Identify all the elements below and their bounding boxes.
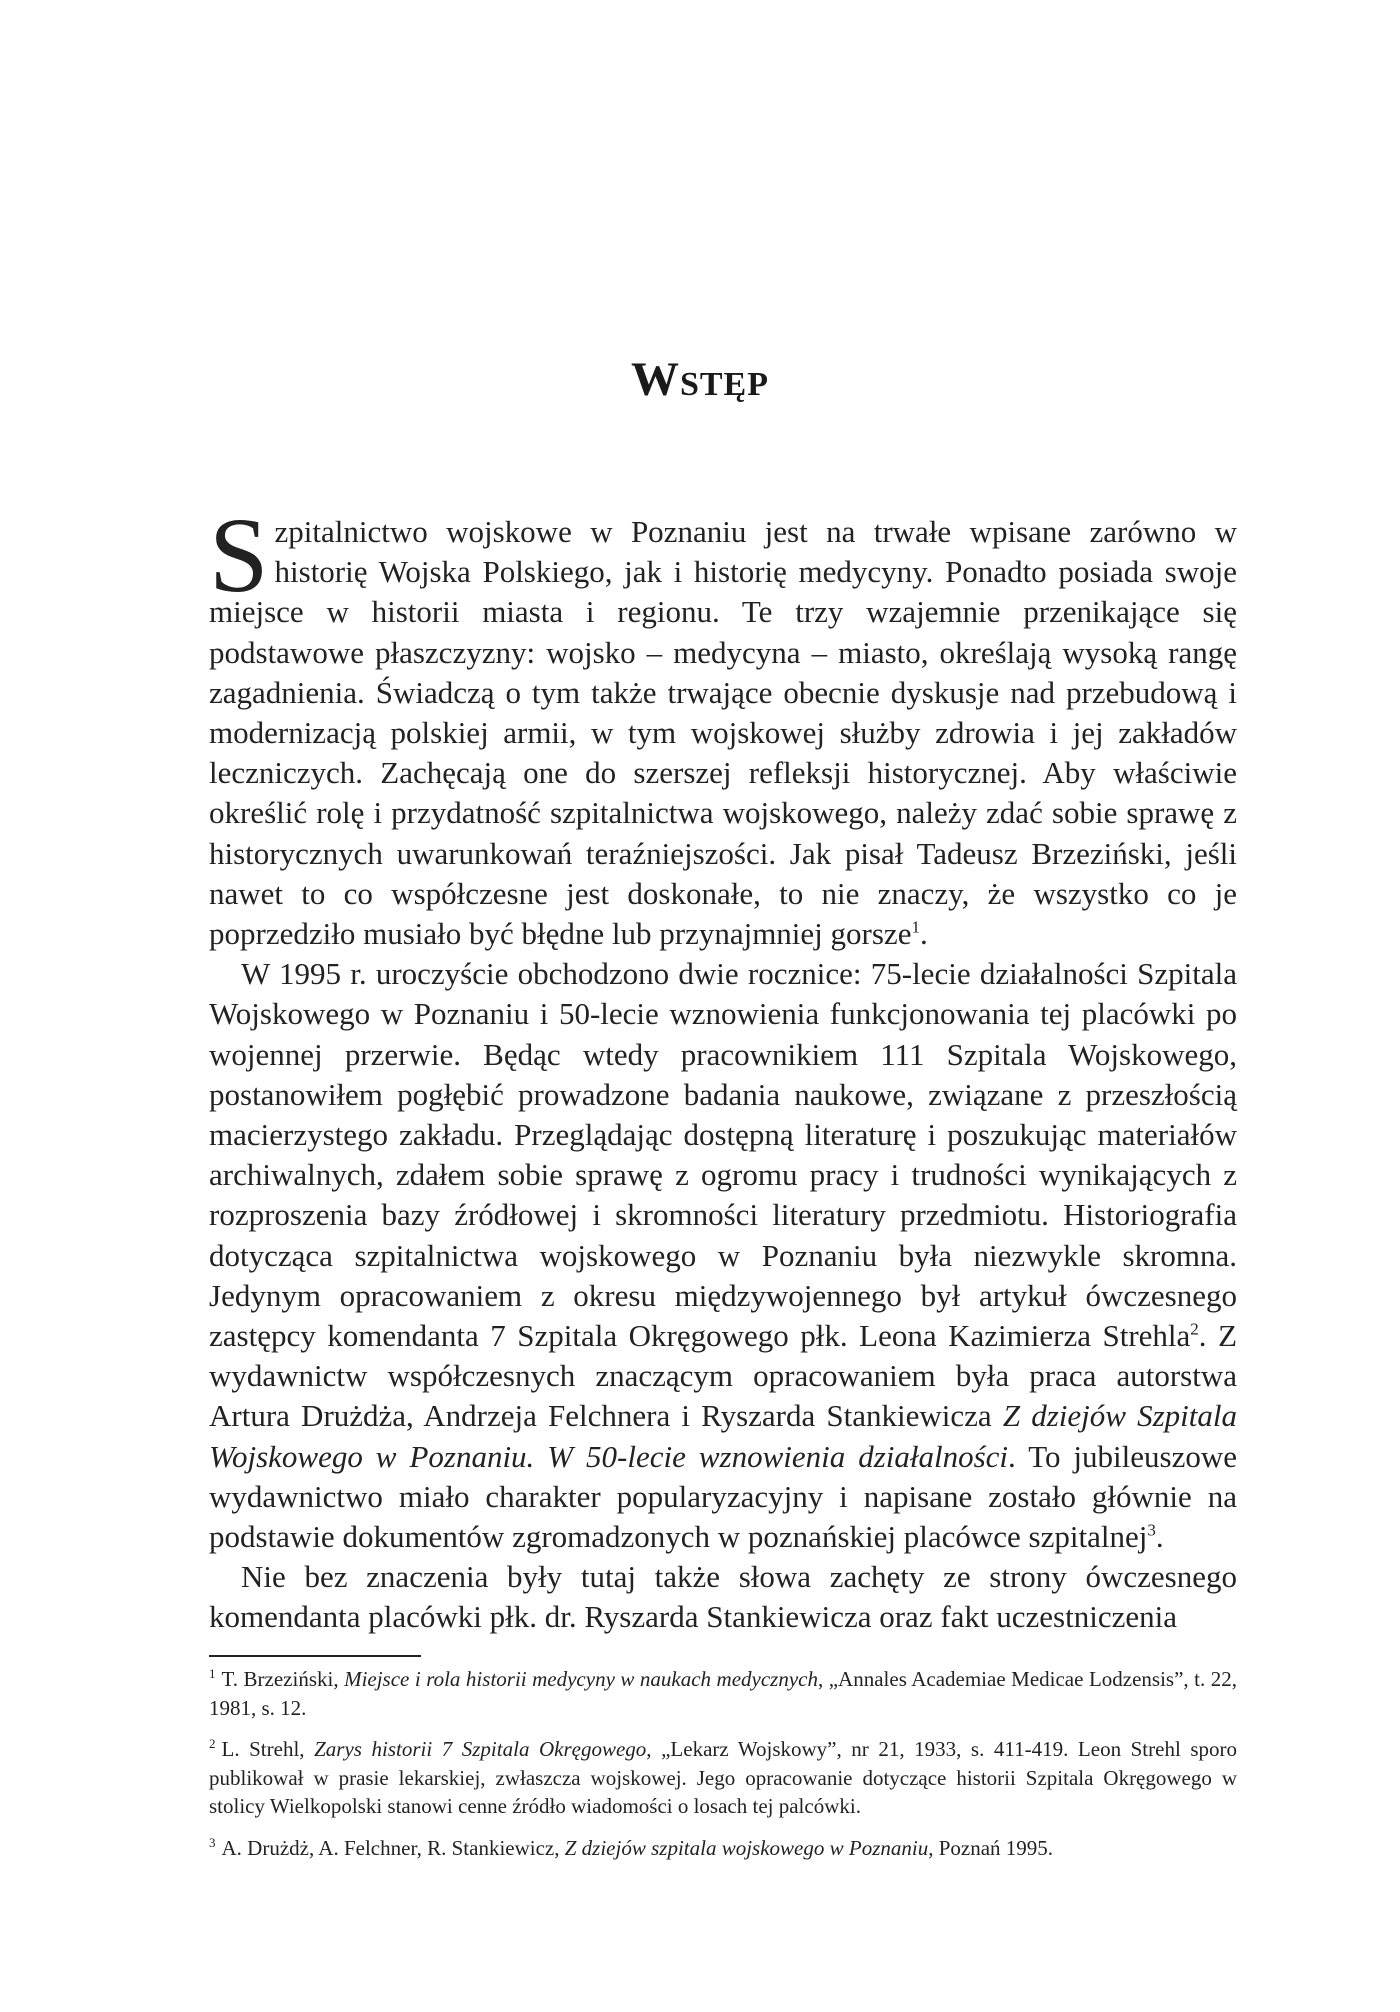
paragraph-3 <box>209 1557 1237 1637</box>
footnote-ref-3: 3 <box>1147 1520 1156 1540</box>
paragraph-2 <box>209 954 1237 1557</box>
footnote-number: 1 <box>209 1666 216 1681</box>
footnote-number: 3 <box>209 1834 216 1850</box>
footnote-text: T. Brzeziński, <box>221 1667 345 1691</box>
footnote-text: , „Annales Academiae Medicae Lodzensis”, t. 22, 1981, s. 12. <box>209 1667 1237 1720</box>
paragraph-2-part-1: W 1995 r. uroczyście obchodzono dwie rocznice: 75-lecie działalności Szpitala Wojskowego w Poznaniu i 50-lecie wznowienia funkcjonowania tej placówki po wojennej przerwie. Będąc wtedy pracownikiem 111 Szpitala Wojskowego, postanowiłem pogłębić prowadzone badania naukowe, związane z przeszłością macierzystego zakładu. Przeglądając dostępną literaturę i poszukując materiałów archiwalnych, zdałem sobie sprawę z ogromu pracy i trudności wynikających z rozproszenia bazy źródłowej i skromności literatury przedmiotu. Historiografia dotycząca szpitalnictwa wojskowego w Poznaniu była niezwykle skromna. Jedynym opracowaniem z okresu międzywojennego był artykuł ówczesnego zastępcy komendanta 7 Szpitala Okręgowego płk. Leona Kazimierza Strehla <box>209 956 1237 1354</box>
paragraph-2-end: . <box>1155 1519 1164 1555</box>
footnote-ref-2: 2 <box>1190 1319 1199 1339</box>
drop-cap-letter: S <box>209 497 269 615</box>
footnote-divider <box>209 1655 421 1657</box>
paragraph-1-text: zpitalnictwo wojskowe w Poznaniu jest na trwałe wpisane zarówno w historię Wojska Polskiego, jak i historię medycyny. Ponadto posiada swoje miejsce w historii miasta i regionu. Te trzy wzajemnie przenikające się podstawowe płaszczyzny: wojsko – medycyna – miasto, określają wysoką rangę zagadnienia. Świadczą o tym także trwające obecnie dyskusje nad przebudową i modernizacją polskiej armii, w tym wojskowej służby zdrowia i jej zakładów leczniczych. Zachęcają one do szerszej refleksji historycznej. Aby właściwie określić rolę i przydatność szpitalnictwa wojskowego, należy zdać sobie sprawę z historycznych uwarunkowań teraźniejszości. Jak pisał Tadeusz Brzeziński, jeśli nawet to co współczesne jest doskonałe, to nie znaczy, że wszystko co je poprzedziło musiało być błędne lub przynajmniej gorsze <box>209 514 1237 952</box>
footnote-3 <box>209 1834 1237 1863</box>
footnotes <box>209 1665 1237 1875</box>
paragraph-1 <box>209 497 1237 954</box>
footnote-title: Zarys historii 7 Szpitala Okręgowego <box>314 1737 647 1761</box>
footnote-2 <box>209 1735 1237 1821</box>
footnote-text: , „Lekarz Wojskowy”, nr 21, 1933, s. 411-419. Leon Strehl sporo publikował w prasie lekarskiej, zwłaszcza wojskowej. Jego opracowanie dotyczące historii Szpitala Okręgowego w stolicy Wielkopolski stanowi cenne źródło wiadomości o losach tej palcówki. <box>209 1737 1237 1818</box>
footnote-text: A. Drużdż, A. Felchner, R. Stankiewicz, <box>221 1835 565 1860</box>
footnote-1 <box>209 1665 1237 1722</box>
footnote-ref-1: 1 <box>911 917 920 937</box>
chapter-heading: Wstęp <box>630 353 770 406</box>
paragraph-1-end: . <box>919 916 928 952</box>
footnote-number: 2 <box>209 1736 216 1751</box>
book-title-italic: Z dziejów Szpitala Wojskowego w Poznaniu. W 50-lecie wznowienia działalności <box>209 1398 1237 1474</box>
footnote-title: Z dziejów szpitala wojskowego w Poznaniu <box>564 1835 929 1860</box>
footnote-text: L. Strehl, <box>221 1737 315 1761</box>
footnote-text: , Poznań 1995. <box>928 1835 1054 1860</box>
footnote-title: Miejsce i rola historii medycyny w naukach medycznych <box>344 1667 818 1691</box>
paragraph-2-part-2: . Z wydawnictw współczesnych znaczącym opracowaniem była praca autorstwa Artura Drużdża, Andrzeja Felchnera i Ryszarda Stankiewicza <box>209 1318 1237 1434</box>
paragraph-3-text: Nie bez znaczenia były tutaj także słowa zachęty ze strony ówczesnego komendanta placówki płk. dr. Ryszarda Stankiewicza oraz fakt uczestniczenia <box>209 1559 1237 1635</box>
main-text <box>209 497 1237 1638</box>
paragraph-2-part-3: . To jubileuszowe wydawnictwo miało charakter popularyzacyjny i napisane zostało głównie na podstawie dokumentów zgromadzonych w poznańskiej placówce szpitalnej <box>209 1438 1237 1555</box>
